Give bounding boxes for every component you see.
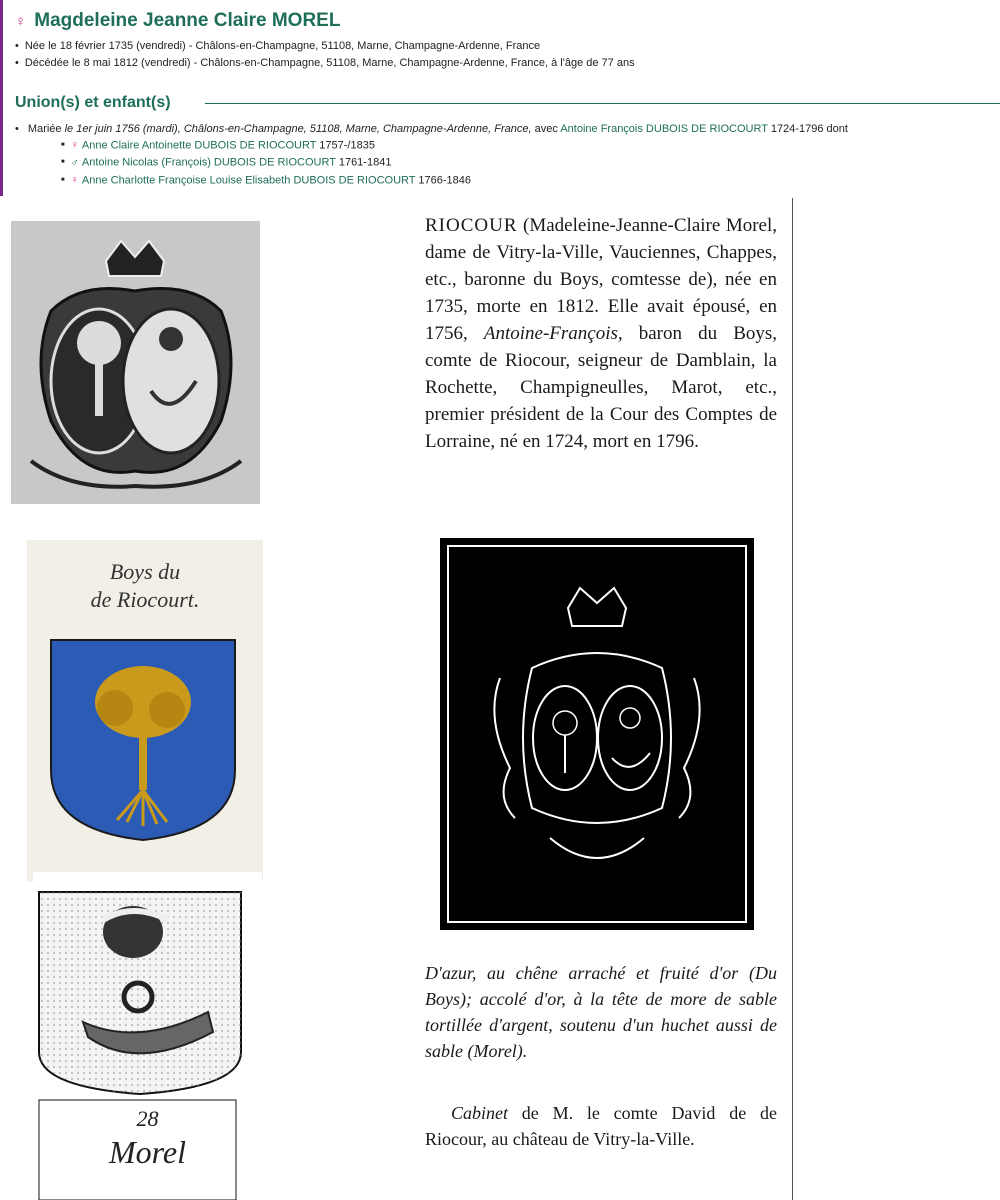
blue-shield-drawing	[27, 540, 263, 882]
child-link[interactable]: Anne Charlotte Françoise Louise Elisabeth DUBOIS DE RIOCOURT	[81, 174, 416, 187]
page-title	[15, 10, 340, 32]
child-dates: 1766-1846	[418, 174, 471, 187]
child-link[interactable]: Anne Claire Antoinette DUBOIS DE RIOCOURT	[81, 139, 317, 152]
children-list	[61, 137, 471, 189]
union-item	[15, 121, 848, 138]
cabinet-lead: Cabinet	[451, 1103, 508, 1123]
bookplate-image	[440, 538, 754, 930]
list-item	[61, 172, 471, 189]
boys-riocourt-image	[27, 540, 263, 882]
engraved-arms-drawing	[11, 221, 260, 504]
image-number: 28	[136, 1106, 159, 1131]
union-prefix: Mariée	[27, 123, 62, 135]
list-item	[61, 154, 471, 171]
male-icon: ♂	[70, 156, 79, 169]
child-link[interactable]: Antoine Nicolas (François) DUBOIS DE RIOCOURT	[81, 156, 336, 169]
spouse-name: Antoine-François,	[483, 323, 623, 344]
section-divider	[205, 103, 1000, 104]
child-dates: 1761-1841	[338, 156, 392, 169]
morel-arms-image	[33, 872, 262, 1200]
section-title-unions: Union(s) et enfant(s)	[15, 94, 171, 111]
female-icon: ♀	[70, 174, 79, 187]
list-item	[61, 137, 471, 154]
spouse-link[interactable]: Antoine François DUBOIS DE RIOCOURT	[560, 123, 768, 135]
entry-body: baron du Boys, comte de Riocour, seigneur de Damblain, la Rochette, Champigneulles, Marot, etc., premier président de la Cour des Comptes de Lorraine, né en 1724, mort en 1796.	[425, 323, 778, 452]
birth-fact: • Née le 18 février 1735 (vendredi) - Châlons-en-Champagne, 51108, Marne, Champagne-Ardenne, France	[15, 38, 635, 55]
union-with: avec	[534, 123, 558, 135]
female-icon: ♀	[15, 13, 27, 30]
caption-line: Boys du	[109, 559, 181, 584]
female-icon: ♀	[70, 139, 79, 152]
book-entry	[425, 212, 777, 455]
engraved-arms-image	[11, 221, 260, 504]
child-dates: 1757-/1835	[319, 139, 375, 152]
death-fact: • Décédée le 8 mai 1812 (vendredi) - Châlons-en-Champagne, 51108, Marne, Champagne-Ardenne, France, à l'âge de 77 ans	[15, 55, 635, 72]
column-divider	[792, 198, 793, 1200]
bookplate-drawing	[440, 538, 754, 930]
entry-body: (Madeleine-Jeanne-Claire Morel, dame de Vitry-la-Ville, Vauciennes, Chappes, etc., baronne du Boys, comtesse de), née en 1735, morte en 1812. Elle avait épousé, en 1756,	[425, 215, 777, 344]
cabinet-body: de M. le comte David de de Riocour, au château de Vitry-la-Ville.	[425, 1103, 777, 1149]
entry-lead: RIOCOUR	[425, 215, 518, 236]
union-details: le 1er juin 1756 (mardi), Châlons-en-Champagne, 51108, Marne, Champagne-Ardenne, France,	[64, 123, 532, 135]
person-header	[0, 0, 1000, 196]
image-caption: Morel	[108, 1134, 186, 1170]
union-suffix: 1724-1796 dont	[770, 123, 848, 135]
caption-line: de Riocourt.	[90, 587, 200, 612]
cabinet-text	[425, 1100, 777, 1152]
facts-list	[15, 38, 635, 72]
person-name: Magdeleine Jeanne Claire MOREL	[34, 10, 341, 31]
blazon-text: D'azur, au chêne arraché et fruité d'or (Du Boys); accolé d'or, à la tête de more de sable tortillée d'argent, soutenu d'un huchet aussi de sable (Morel).	[425, 963, 777, 1061]
